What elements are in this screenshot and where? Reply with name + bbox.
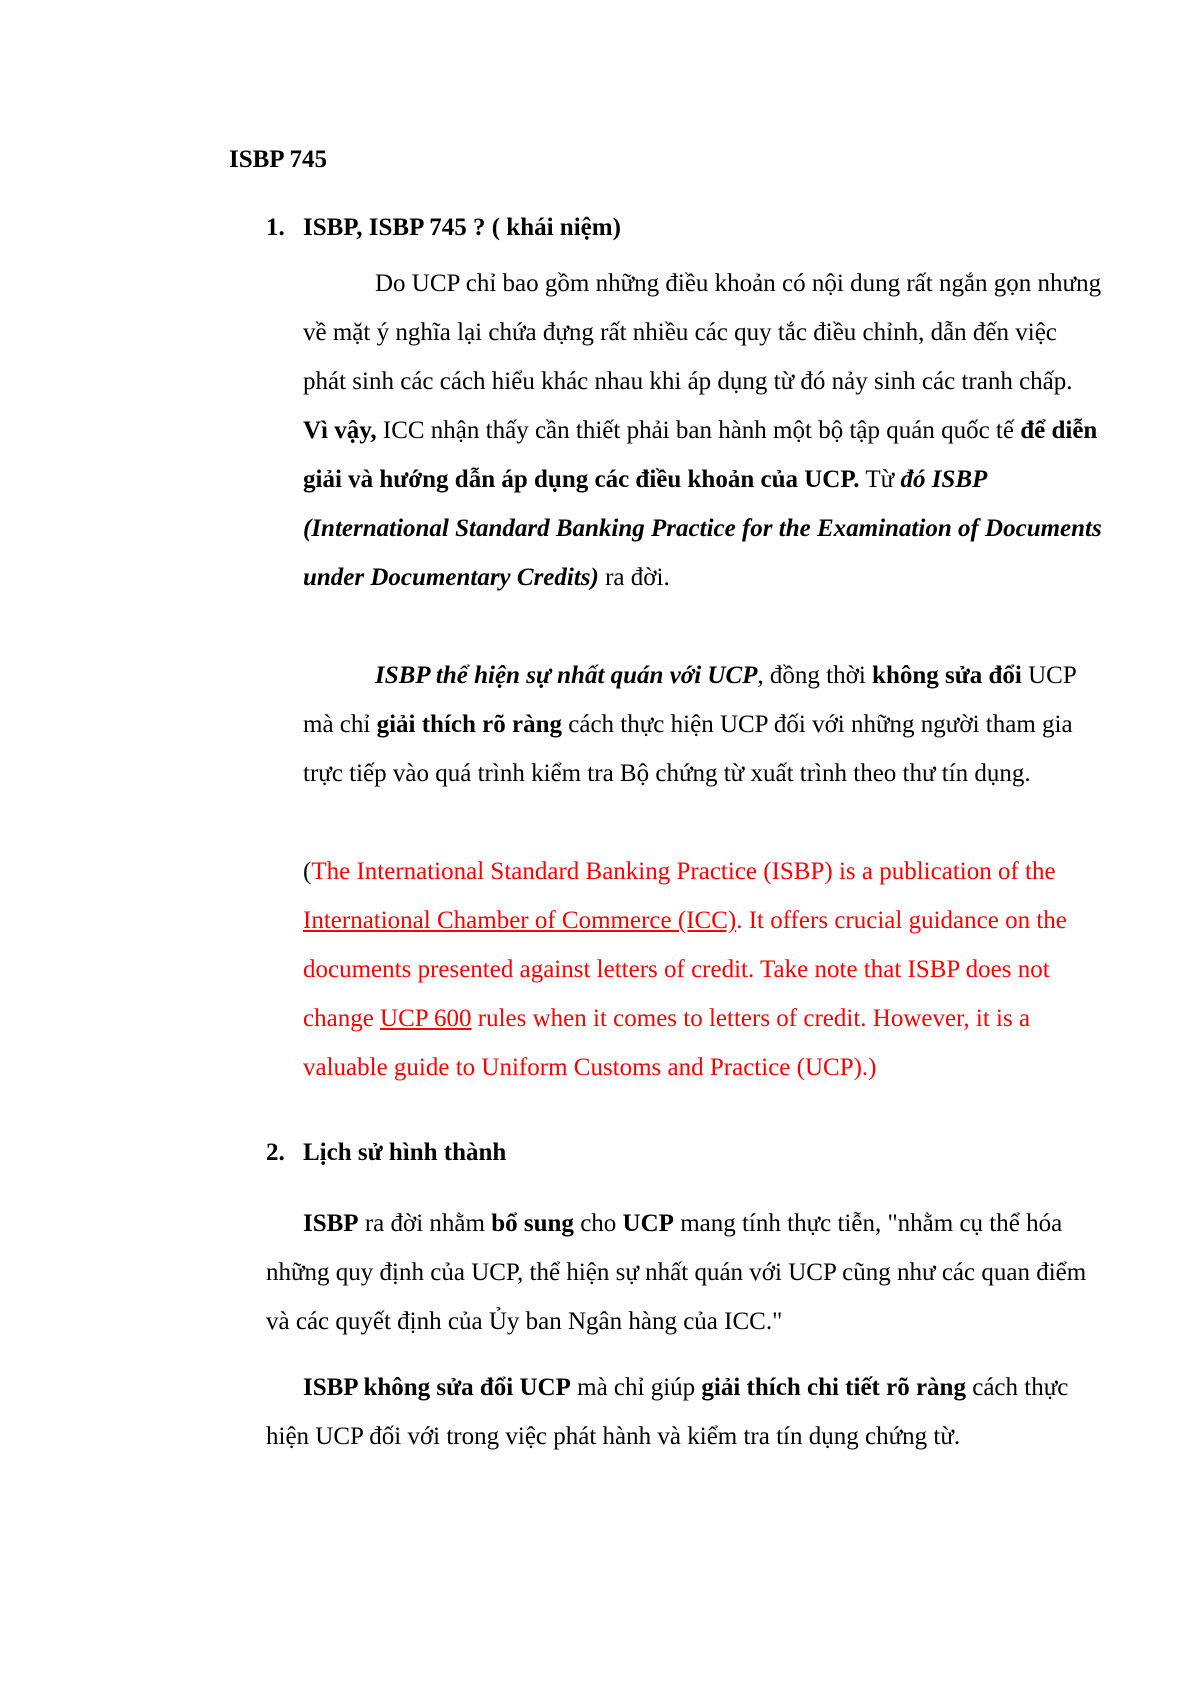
section-1-title: ISBP, ISBP 745 ? ( khái niệm) — [303, 214, 621, 241]
text-run: UCP mà chỉ — [303, 662, 1076, 738]
text-run: mang tính thực tiễn, "nhằm cụ thể hóa những quy định của UCP, thể hiện sự nhất quán với UCP cũng như các quan điểm và các quyết định của Ủy ban Ngân hàng của ICC." — [266, 1210, 1087, 1335]
text-run: ra đời. — [598, 564, 670, 591]
section-1-number: 1. — [266, 214, 285, 241]
open-paren: ( — [303, 858, 312, 885]
bold-run: giải thích chi tiết rõ ràng — [701, 1374, 966, 1401]
text-run: cách thực hiện UCP đối với những người tham gia trực tiếp vào quá trình kiểm tra Bộ chứng từ xuất trình theo thư tín dụng. — [303, 711, 1073, 787]
section-2-paragraph-2 — [266, 1363, 1106, 1461]
text-run: cách thực hiện UCP đối với trong việc phát hành và kiểm tra tín dụng chứng từ. — [266, 1374, 1069, 1450]
english-note — [303, 847, 1103, 1092]
text-run: mà chỉ giúp — [570, 1374, 702, 1401]
icc-link[interactable]: International Chamber of Commerce (ICC) — [303, 907, 737, 934]
bold-run: ISBP không sửa đổi UCP — [303, 1374, 571, 1401]
text-run: Do UCP chỉ bao gồm những điều khoản có nội dung rất ngắn gọn nhưng về mặt ý nghĩa lại chứa đựng rất nhiều các quy tắc điều chỉnh, dẫn đến việc phát sinh các cách hiểu khác nhau khi áp dụng từ đó nảy sinh các tranh chấp. — [303, 270, 1102, 395]
ucp-600-link[interactable]: UCP 600 — [380, 1005, 472, 1032]
text-run: . It offers crucial guidance on the documents presented against letters of credit. Take note that ISBP does not change — [303, 907, 1067, 1032]
text-run: Từ — [859, 466, 901, 493]
text-run: The International Standard Banking Practice (ISBP) is a publication of the — [311, 858, 1056, 885]
bold-run: để diễn giải và hướng dẫn áp dụng các điều khoản của UCP. — [303, 417, 1098, 493]
text-run: , đồng thời — [757, 662, 873, 689]
bold-run: Vì vậy, — [303, 417, 377, 444]
bold-italic-run: đó ISBP (International Standard Banking Practice for the Examination of Documents under Documentary Credits) — [303, 466, 1102, 591]
bold-run: UCP — [622, 1210, 674, 1237]
text-run: ICC nhận thấy cần thiết phải ban hành một bộ tập quán quốc tế — [376, 417, 1021, 444]
section-1-paragraph-1 — [303, 259, 1103, 602]
bold-run: ISBP — [303, 1210, 359, 1237]
section-2-paragraph-1 — [266, 1199, 1106, 1346]
document-title: ISBP 745 — [229, 146, 327, 173]
section-1-paragraph-2 — [303, 651, 1103, 798]
bold-run: giải thích rõ ràng — [376, 711, 563, 738]
text-run: ra đời nhằm — [358, 1210, 492, 1237]
bold-run: không sửa đổi — [872, 662, 1022, 689]
text-run: rules when it comes to letters of credit. However, it is a valuable guide to Uniform Customs and Practice (UCP).) — [303, 1005, 1031, 1081]
section-2-title: Lịch sử hình thành — [303, 1139, 507, 1166]
bold-run: bổ sung — [491, 1210, 574, 1237]
section-2-number: 2. — [266, 1139, 285, 1166]
bold-italic-run: ISBP thể hiện sự nhất quán với UCP — [375, 662, 758, 689]
text-run: cho — [573, 1210, 623, 1237]
